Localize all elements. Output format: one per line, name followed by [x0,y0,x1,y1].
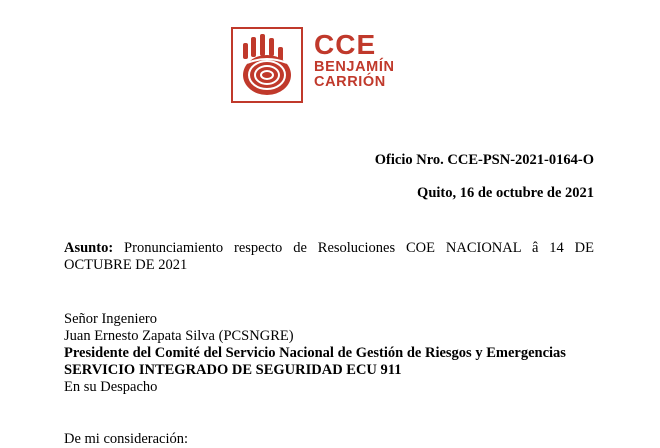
greeting: De mi consideración: [64,431,189,447]
brand-line-2: CARRIÓN [314,74,386,90]
subject-label: Asunto: [64,240,114,256]
subject [64,240,594,274]
brand-wordmark [314,30,395,90]
recipient-name: Juan Ernesto Zapata Silva (PCSNGRE) [64,328,294,344]
logo-emblem [231,27,303,103]
recipient-office: En su Despacho [64,379,158,395]
brand-line-1: BENJAMÍN [314,59,395,75]
recipient-salutation: Señor Ingeniero [64,311,158,327]
brand-name: CCE [314,29,377,60]
office-number: Oficio Nro. CCE-PSN-2021-0164-O [374,152,594,168]
place-date: Quito, 16 de octubre de 2021 [417,185,594,201]
recipient-title: Presidente del Comité del Servicio Nacional de Gestión de Riesgos y Emergencias [64,345,566,361]
recipient-organization: SERVICIO INTEGRADO DE SEGURIDAD ECU 911 [64,362,402,378]
hand-fingerprint-icon [233,29,301,101]
subject-text: Pronunciamiento respecto de Resoluciones COE NACIONAL â 14 DE OCTUBRE DE 2021 [64,240,594,273]
